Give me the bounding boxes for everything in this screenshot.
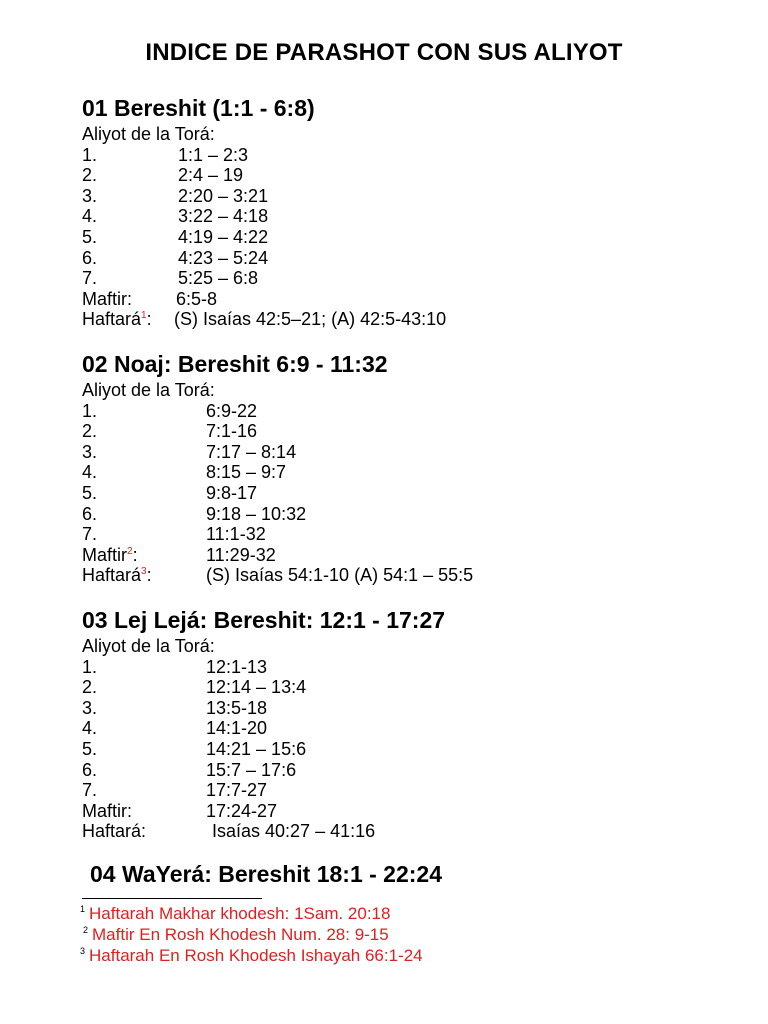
footnote-separator — [82, 898, 262, 899]
aliyah-number: 6. — [82, 759, 98, 780]
aliyah-number: 7. — [82, 524, 98, 545]
aliyah-range: 8:15 – 9:7 — [206, 462, 287, 483]
aliyah-row — [82, 760, 722, 781]
aliyah-range: 4:19 – 4:22 — [178, 226, 269, 247]
aliyah-row — [82, 165, 722, 186]
aliyot-subheading: Aliyot de la Torá: — [82, 380, 215, 400]
footnote-ref[interactable]: 1 — [141, 310, 147, 322]
footnote-mark: 1 — [80, 904, 86, 915]
haftara-label: Haftará: — [82, 821, 147, 842]
aliyah-row — [82, 442, 722, 463]
aliyot-subheading: Aliyot de la Torá: — [82, 636, 215, 656]
parasha-heading: 02 Noaj: Bereshit 6:9 - 11:32 — [82, 351, 388, 377]
footnotes — [80, 903, 700, 966]
parasha-heading: 03 Lej Lejá: Bereshit: 12:1 - 17:27 — [82, 607, 446, 633]
aliyah-number: 3. — [82, 185, 98, 206]
parasha-heading: 04 WaYerá: Bereshit 18:1 - 22:24 — [90, 861, 442, 887]
aliyah-row — [82, 657, 722, 678]
aliyah-number: 1. — [82, 144, 98, 165]
aliyah-range: 2:4 – 19 — [178, 165, 244, 186]
aliyah-range: 3:22 – 4:18 — [178, 206, 269, 227]
aliyah-row — [82, 421, 722, 442]
aliyah-range: 6:9-22 — [206, 400, 258, 421]
aliyah-row — [82, 504, 722, 525]
parasha-section-bereshit — [82, 94, 722, 330]
maftir-value: 11:29-32 — [206, 544, 276, 565]
aliyah-range: 9:18 – 10:32 — [206, 503, 307, 524]
maftir-value: 6:5-8 — [176, 288, 218, 309]
footnote-text: Maftir En Rosh Khodesh Num. 28: 9-15 — [92, 925, 389, 944]
aliyah-row — [82, 462, 722, 483]
aliyah-number: 3. — [82, 441, 98, 462]
aliyah-range: 5:25 – 6:8 — [178, 268, 259, 289]
haftara-value: Isaías 40:27 – 41:16 — [212, 821, 376, 842]
footnote-mark: 2 — [83, 925, 89, 936]
aliyah-range: 1:1 – 2:3 — [178, 144, 249, 165]
aliyah-row — [82, 524, 722, 545]
aliyah-range: 9:8-17 — [206, 482, 258, 503]
aliyah-row — [82, 248, 722, 269]
aliyah-number: 7. — [82, 268, 98, 289]
parasha-section-wayera — [90, 860, 730, 890]
aliyah-range: 2:20 – 3:21 — [178, 185, 269, 206]
maftir-label: Maftir: — [82, 800, 133, 821]
aliyah-range: 12:1-13 — [206, 656, 268, 677]
aliyot-subheading: Aliyot de la Torá: — [82, 124, 215, 144]
aliyah-row — [82, 780, 722, 801]
aliyah-number: 6. — [82, 503, 98, 524]
aliyah-number: 1. — [82, 400, 98, 421]
footnote-ref[interactable]: 2 — [127, 545, 133, 557]
aliyah-number: 2. — [82, 165, 98, 186]
aliyah-range: 13:5-18 — [206, 697, 268, 718]
footnote-text: Haftarah En Rosh Khodesh Ishayah 66:1-24 — [89, 946, 423, 965]
aliyah-row — [82, 145, 722, 166]
aliyah-number: 3. — [82, 697, 98, 718]
aliyah-number: 4. — [82, 462, 98, 483]
haftara-row — [82, 565, 722, 586]
aliyah-row — [82, 483, 722, 504]
aliyah-number: 2. — [82, 677, 98, 698]
aliyah-row — [82, 677, 722, 698]
aliyah-number: 4. — [82, 718, 98, 739]
maftir-row — [82, 545, 722, 566]
aliyah-row — [82, 186, 722, 207]
aliyah-row — [82, 206, 722, 227]
footnote-2 — [80, 924, 700, 945]
aliyah-number: 5. — [82, 226, 98, 247]
aliyah-range: 11:1-32 — [206, 524, 266, 545]
haftara-label: Haftará$^3$: — [82, 565, 152, 586]
parasha-section-noaj — [82, 350, 722, 586]
aliyah-row — [82, 739, 722, 760]
haftara-value: (S) Isaías 54:1-10 (A) 54:1 – 55:5 — [206, 565, 474, 586]
haftara-row — [82, 309, 722, 330]
footnote-3 — [80, 945, 700, 966]
aliyah-number: 5. — [82, 482, 98, 503]
aliyah-number: 4. — [82, 206, 98, 227]
maftir-label: Maftir$^2$: — [82, 544, 138, 565]
footnote-ref[interactable]: 3 — [141, 566, 147, 578]
aliyah-range: 14:21 – 15:6 — [206, 738, 307, 759]
haftara-label: Haftará$^1$: — [82, 309, 152, 330]
aliyah-range: 4:23 – 5:24 — [178, 247, 269, 268]
aliyah-number: 2. — [82, 421, 98, 442]
aliyah-range: 14:1-20 — [206, 718, 268, 739]
footnote-1 — [80, 903, 700, 924]
parasha-section-lej-leja — [82, 606, 722, 842]
maftir-row — [82, 801, 722, 822]
parasha-heading: 01 Bereshit (1:1 - 6:8) — [82, 95, 315, 121]
aliyah-range: 7:1-16 — [206, 421, 258, 442]
aliyah-number: 5. — [82, 738, 98, 759]
aliyah-number: 1. — [82, 656, 98, 677]
aliyah-number: 6. — [82, 247, 98, 268]
aliyah-range: 12:14 – 13:4 — [206, 677, 307, 698]
aliyah-range: 17:7-27 — [206, 780, 268, 801]
aliyah-range: 15:7 – 17:6 — [206, 759, 297, 780]
aliyah-row — [82, 698, 722, 719]
maftir-row — [82, 289, 722, 310]
footnote-mark: 3 — [80, 946, 86, 957]
footnote-text: Haftarah Makhar khodesh: 1Sam. 20:18 — [89, 904, 391, 923]
aliyah-number: 7. — [82, 780, 98, 801]
aliyah-range: 7:17 – 8:14 — [206, 441, 297, 462]
page-title: INDICE DE PARASHOT CON SUS ALIYOT — [145, 39, 623, 66]
haftara-value: (S) Isaías 42:5–21; (A) 42:5-43:10 — [174, 309, 447, 330]
aliyah-row — [82, 268, 722, 289]
haftara-row — [82, 821, 722, 842]
aliyah-row — [82, 718, 722, 739]
maftir-label: Maftir: — [82, 288, 133, 309]
aliyah-row — [82, 227, 722, 248]
aliyah-row — [82, 401, 722, 422]
maftir-value: 17:24-27 — [206, 800, 278, 821]
